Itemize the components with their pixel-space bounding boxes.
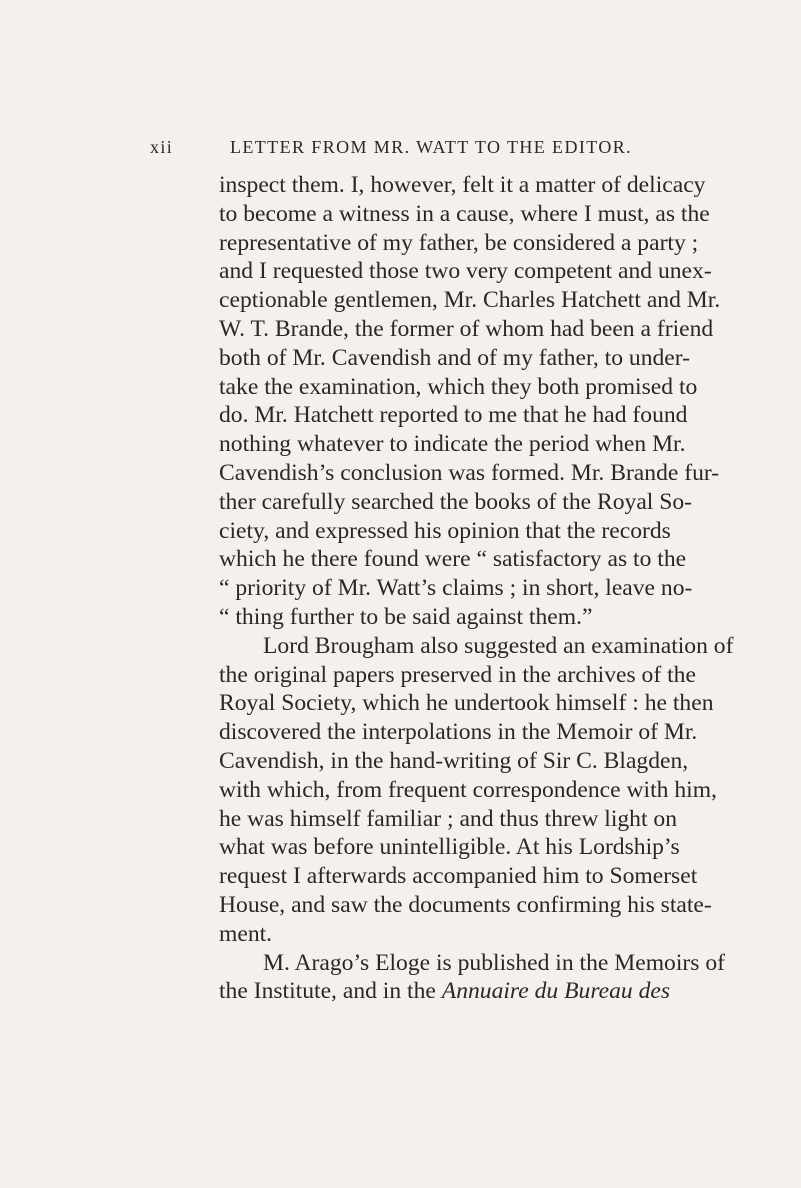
- text-line: he was himself familiar ; and thus threw light on: [219, 805, 678, 832]
- text-line: and I requested those two very competent and unex-: [219, 258, 712, 285]
- body-text: [219, 171, 734, 1006]
- text-line: do. Mr. Hatchett reported to me that he had found: [219, 402, 688, 429]
- italic-title: Annuaire du Bureau des: [441, 978, 671, 1005]
- running-title: LETTER FROM MR. WATT TO THE EDITOR.: [230, 137, 633, 157]
- text-line: what was before unintelligible. At his Lordship’s: [219, 834, 680, 861]
- text-line: House, and saw the documents confirming his state-: [219, 891, 712, 918]
- text-line: the original papers preserved in the archives of the: [219, 661, 696, 688]
- text-line: inspect them. I, however, felt it a matter of delicacy: [219, 172, 706, 198]
- text-line: both of Mr. Cavendish and of my father, to under-: [219, 344, 691, 371]
- text-line: ment.: [219, 920, 273, 947]
- text-line: Cavendish, in the hand-writing of Sir C. Blagden,: [219, 747, 689, 774]
- text-line: request I afterwards accompanied him to Somerset: [219, 863, 698, 890]
- text-line: to become a witness in a cause, where I must, as the: [219, 200, 710, 227]
- text-line: Royal Society, which he undertook himself : he then: [219, 690, 714, 717]
- final-line-text: the Institute, and in the: [219, 978, 442, 1005]
- text-line: which he there found were “ satisfactory as to the: [219, 546, 687, 573]
- text-line: “ priority of Mr. Watt’s claims ; in short, leave no-: [219, 575, 693, 602]
- text-line: nothing whatever to indicate the period when Mr.: [219, 431, 686, 458]
- text-line: ceptionable gentlemen, Mr. Charles Hatchett and Mr.: [219, 287, 721, 314]
- text-line: take the examination, which they both promised to: [219, 373, 698, 400]
- paragraph-start-line: Lord Brougham also suggested an examination of: [263, 632, 734, 659]
- text-line: ther carefully searched the books of the Royal So-: [219, 488, 693, 515]
- text-line: W. T. Brande, the former of whom had been a friend: [219, 315, 714, 342]
- text-line: with which, from frequent correspondence with him,: [219, 776, 717, 803]
- text-line: ciety, and expressed his opinion that the records: [219, 517, 671, 544]
- page-number: xii: [150, 137, 174, 157]
- text-line: “ thing further to be said against them.”: [219, 603, 593, 630]
- text-line: Cavendish’s conclusion was formed. Mr. Brande fur-: [219, 459, 720, 486]
- text-line: discovered the interpolations in the Memoir of Mr.: [219, 719, 698, 746]
- final-text-line: [219, 977, 671, 1006]
- paragraph-start-line: M. Arago’s Eloge is published in the Memoirs of: [263, 949, 726, 976]
- page-header: [150, 137, 670, 163]
- text-line: representative of my father, be considered a party ;: [219, 229, 699, 256]
